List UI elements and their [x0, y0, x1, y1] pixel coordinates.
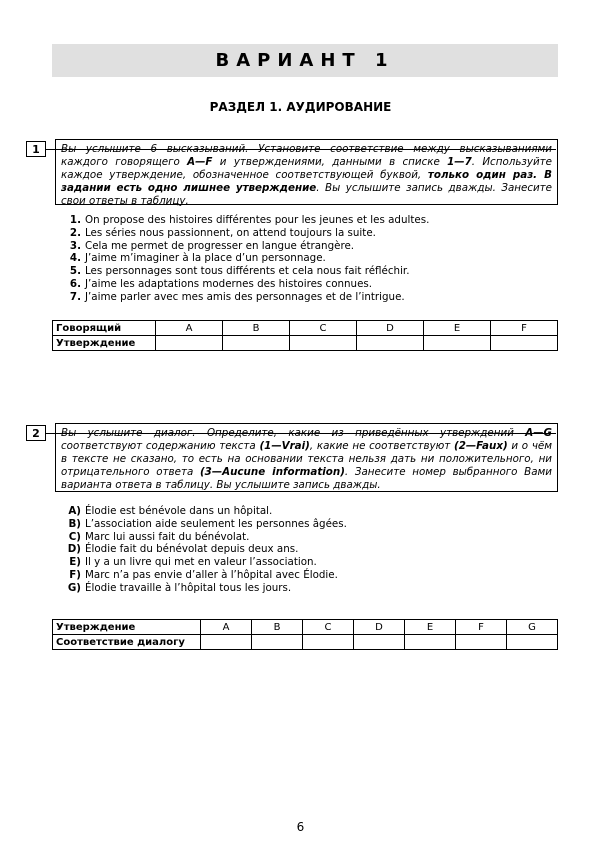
- item-marker: F): [69, 568, 81, 581]
- answer-cell[interactable]: [507, 635, 558, 650]
- task1-statement-list: [64, 214, 429, 304]
- task1-answer-table: [52, 320, 558, 351]
- table-column-header: C: [303, 620, 354, 635]
- answer-cell[interactable]: [424, 336, 491, 351]
- table-row: [53, 620, 558, 635]
- list-item: [64, 252, 429, 265]
- item-text: Marc lui aussi fait du bénévolat.: [85, 530, 250, 543]
- task2-statement-list: [64, 505, 347, 595]
- item-text: J’aime m’imaginer à la place d’un personnage.: [85, 252, 326, 265]
- item-text: Marc n’a pas envie d’aller à l’hôpital avec Élodie.: [85, 568, 338, 581]
- task1-instr-part3: . Используйте каждое утверждение, обозначенное соответствующей буквой,: [61, 156, 552, 181]
- item-text: Les personnages sont tous différents et cela nous fait réfléchir.: [85, 265, 410, 278]
- item-marker: C): [68, 530, 81, 543]
- answer-cell[interactable]: [252, 635, 303, 650]
- task1-instr-part2: и утверждениями, данными в списке: [212, 156, 448, 168]
- table-column-header: C: [290, 321, 357, 336]
- table-column-header: E: [424, 321, 491, 336]
- task1-instr-part1: Вы услышите 6 высказываний. Установите соответствие между высказываниями каждого говорящего: [61, 143, 552, 168]
- answer-cell[interactable]: [491, 336, 558, 351]
- item-marker: 3.: [69, 239, 81, 252]
- item-marker: 1.: [69, 214, 81, 226]
- list-item: [64, 543, 347, 556]
- task2-instr-bold1: A—G: [525, 427, 552, 439]
- table-column-header: F: [491, 321, 558, 336]
- answer-cell[interactable]: [354, 635, 405, 650]
- item-marker: 6.: [69, 277, 81, 290]
- item-text: Élodie travaille à l’hôpital tous les jours.: [85, 581, 292, 594]
- answer-cell[interactable]: [456, 635, 507, 650]
- table-column-header: F: [456, 620, 507, 635]
- item-text: Élodie est bénévole dans un hôpital.: [85, 505, 273, 517]
- item-text: Élodie fait du bénévolat depuis deux ans.: [85, 543, 299, 556]
- item-marker: 4.: [69, 252, 81, 265]
- table-row: [53, 336, 558, 351]
- list-item: [64, 214, 429, 227]
- list-item: [64, 531, 347, 544]
- task1-instr-part4: . Вы услышите запись дважды. Занесите свои ответы в таблицу.: [61, 182, 553, 207]
- item-marker: E): [69, 556, 81, 569]
- table-row: [53, 321, 558, 336]
- answer-cell[interactable]: [357, 336, 424, 351]
- answer-cell[interactable]: [156, 336, 223, 351]
- table-column-header: D: [354, 620, 405, 635]
- item-marker: G): [67, 581, 81, 594]
- task2-answer-table: [52, 619, 558, 650]
- task2-number: 2: [26, 425, 46, 441]
- task2-instr-part3: , какие не соответствуют: [309, 440, 455, 452]
- task2-instr-part2: соответствуют содержанию текста: [61, 440, 260, 452]
- item-text: J’aime les adaptations modernes des histoires connues.: [85, 277, 373, 290]
- task2-instr-part5: . Занесите номер выбранного Вами варианта ответа в таблицу. Вы услышите запись дважды.: [61, 466, 552, 491]
- task2-instr-part4: и о чём в тексте не сказано, то есть на основании текста нельзя дать ни положительного, ни отрицательного ответа: [61, 440, 553, 478]
- table-column-header: A: [156, 321, 223, 336]
- answer-cell[interactable]: [405, 635, 456, 650]
- table-column-header: G: [507, 620, 558, 635]
- table-column-header: A: [201, 620, 252, 635]
- task2-instr-bold4: (3—Aucune information): [199, 466, 345, 478]
- list-item: [64, 240, 429, 253]
- task2-instr-part1: Вы услышите диалог. Определите, какие из приведённых утверждений: [61, 427, 526, 439]
- task1-instr-bold3: только один раз. В задании есть одно лишнее утверждение: [61, 169, 552, 194]
- item-text: Les séries nous passionnent, on attend toujours la suite.: [85, 226, 376, 239]
- task1-number: 1: [26, 141, 46, 157]
- list-item: [64, 278, 429, 291]
- item-marker: 7.: [69, 290, 81, 303]
- list-item: [64, 291, 429, 304]
- table-column-header: B: [223, 321, 290, 336]
- answer-cell[interactable]: [223, 336, 290, 351]
- list-item: [64, 265, 429, 278]
- table-column-header: D: [357, 321, 424, 336]
- table-row: [53, 635, 558, 650]
- table-row-header: Соответствие диалогу: [53, 635, 201, 650]
- task2-instr-bold3: (2—Faux): [454, 440, 508, 452]
- list-item: [64, 569, 347, 582]
- item-text: Il y a un livre qui met en valeur l’association.: [85, 556, 317, 569]
- list-item: [64, 556, 347, 569]
- table-row-header: Утверждение: [53, 336, 156, 351]
- task2-instr-bold2: (1—Vrai): [259, 440, 310, 452]
- task1-instruction: [55, 139, 558, 205]
- answer-cell[interactable]: [303, 635, 354, 650]
- task2-instruction: [55, 423, 558, 492]
- table-column-header: E: [405, 620, 456, 635]
- item-text: L’association aide seulement les personnes âgées.: [85, 517, 347, 530]
- item-marker: D): [67, 543, 81, 556]
- task1-instr-bold2: 1—7: [447, 156, 472, 168]
- list-item: [64, 227, 429, 240]
- item-marker: 5.: [69, 265, 81, 278]
- list-item: [64, 582, 347, 595]
- page-number: 6: [296, 820, 305, 834]
- item-text: On propose des histoires différentes pour les jeunes et les adultes.: [85, 214, 430, 226]
- item-text: J’aime parler avec mes amis des personnages et de l’intrigue.: [85, 290, 405, 303]
- table-row-header: Утверждение: [53, 620, 201, 635]
- table-row-header: Говорящий: [53, 321, 156, 336]
- item-marker: 2.: [69, 226, 81, 239]
- item-text: Cela me permet de progresser en langue étrangère.: [85, 239, 355, 252]
- answer-cell[interactable]: [290, 336, 357, 351]
- table-column-header: B: [252, 620, 303, 635]
- section-title: РАЗДЕЛ 1. АУДИРОВАНИЕ: [209, 100, 392, 114]
- list-item: [64, 505, 347, 518]
- variant-title: ВАРИАНТ 1: [52, 44, 558, 77]
- answer-cell[interactable]: [201, 635, 252, 650]
- list-item: [64, 518, 347, 531]
- item-marker: A): [68, 505, 81, 517]
- task1-instr-bold1: A—F: [187, 156, 213, 168]
- item-marker: B): [68, 517, 81, 530]
